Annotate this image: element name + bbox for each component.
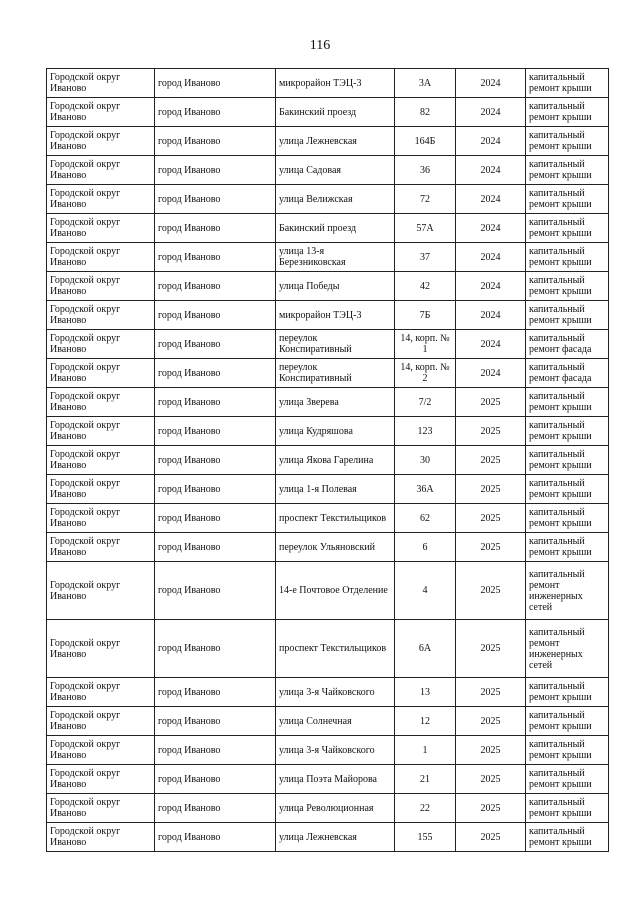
house-cell: 82 xyxy=(395,98,456,127)
table-row xyxy=(47,794,609,823)
street-cell: переулок Конспиративный xyxy=(276,330,395,359)
table-row xyxy=(47,765,609,794)
table-row xyxy=(47,446,609,475)
page-number: 116 xyxy=(309,38,331,53)
house-cell: 12 xyxy=(395,707,456,736)
house-cell: 3А xyxy=(395,69,456,98)
house-cell: 7/2 xyxy=(395,388,456,417)
street-cell: микрорайон ТЭЦ-3 xyxy=(276,69,395,98)
table-row xyxy=(47,98,609,127)
year-cell: 2024 xyxy=(456,98,526,127)
work-type-cell: капитальный ремонт крыши xyxy=(526,156,609,185)
city-cell: город Иваново xyxy=(155,446,276,475)
work-type-cell: капитальный ремонт крыши xyxy=(526,301,609,330)
table-row xyxy=(47,301,609,330)
street-cell: переулок Конспиративный xyxy=(276,359,395,388)
district-cell: Городской округ Иваново xyxy=(47,98,155,127)
table-row xyxy=(47,359,609,388)
year-cell: 2025 xyxy=(456,707,526,736)
year-cell: 2025 xyxy=(456,678,526,707)
year-cell: 2025 xyxy=(456,446,526,475)
table-row xyxy=(47,388,609,417)
district-cell: Городской округ Иваново xyxy=(47,156,155,185)
table-row xyxy=(47,504,609,533)
house-cell: 123 xyxy=(395,417,456,446)
district-cell: Городской округ Иваново xyxy=(47,823,155,852)
district-cell: Городской округ Иваново xyxy=(47,533,155,562)
district-cell: Городской округ Иваново xyxy=(47,69,155,98)
year-cell: 2024 xyxy=(456,185,526,214)
street-cell: улица Победы xyxy=(276,272,395,301)
city-cell: город Иваново xyxy=(155,736,276,765)
table-row xyxy=(47,620,609,678)
work-type-cell: капитальный ремонт крыши xyxy=(526,388,609,417)
district-cell: Городской округ Иваново xyxy=(47,359,155,388)
district-cell: Городской округ Иваново xyxy=(47,620,155,678)
street-cell: Бакинский проезд xyxy=(276,98,395,127)
house-cell: 30 xyxy=(395,446,456,475)
house-cell: 7Б xyxy=(395,301,456,330)
house-cell: 42 xyxy=(395,272,456,301)
work-type-cell: капитальный ремонт крыши xyxy=(526,214,609,243)
street-cell: переулок Ульяновский xyxy=(276,533,395,562)
house-cell: 6А xyxy=(395,620,456,678)
house-cell: 36 xyxy=(395,156,456,185)
district-cell: Городской округ Иваново xyxy=(47,330,155,359)
table-row xyxy=(47,533,609,562)
work-type-cell: капитальный ремонт инженерных сетей xyxy=(526,620,609,678)
house-cell: 72 xyxy=(395,185,456,214)
street-cell: улица Лежневская xyxy=(276,127,395,156)
city-cell: город Иваново xyxy=(155,98,276,127)
work-type-cell: капитальный ремонт крыши xyxy=(526,272,609,301)
house-cell: 62 xyxy=(395,504,456,533)
street-cell: Бакинский проезд xyxy=(276,214,395,243)
year-cell: 2024 xyxy=(456,272,526,301)
street-cell: улица 3-я Чайковского xyxy=(276,678,395,707)
work-type-cell: капитальный ремонт фасада xyxy=(526,330,609,359)
city-cell: город Иваново xyxy=(155,185,276,214)
city-cell: город Иваново xyxy=(155,127,276,156)
table-row xyxy=(47,562,609,620)
work-type-cell: капитальный ремонт крыши xyxy=(526,794,609,823)
work-type-cell: капитальный ремонт крыши xyxy=(526,185,609,214)
house-cell: 155 xyxy=(395,823,456,852)
city-cell: город Иваново xyxy=(155,678,276,707)
table-row xyxy=(47,475,609,504)
district-cell: Городской округ Иваново xyxy=(47,765,155,794)
district-cell: Городской округ Иваново xyxy=(47,214,155,243)
house-cell: 4 xyxy=(395,562,456,620)
year-cell: 2025 xyxy=(456,504,526,533)
city-cell: город Иваново xyxy=(155,214,276,243)
street-cell: улица Поэта Майорова xyxy=(276,765,395,794)
street-cell: улица 1-я Полевая xyxy=(276,475,395,504)
table-row xyxy=(47,127,609,156)
year-cell: 2025 xyxy=(456,765,526,794)
street-cell: улица Якова Гарелина xyxy=(276,446,395,475)
district-cell: Городской округ Иваново xyxy=(47,446,155,475)
district-cell: Городской округ Иваново xyxy=(47,185,155,214)
year-cell: 2025 xyxy=(456,823,526,852)
year-cell: 2024 xyxy=(456,127,526,156)
street-cell: 14-е Почтовое Отделение xyxy=(276,562,395,620)
house-cell: 21 xyxy=(395,765,456,794)
work-type-cell: капитальный ремонт крыши xyxy=(526,533,609,562)
street-cell: улица Лежневская xyxy=(276,823,395,852)
table-row xyxy=(47,707,609,736)
district-cell: Городской округ Иваново xyxy=(47,243,155,272)
house-cell: 1 xyxy=(395,736,456,765)
district-cell: Городской округ Иваново xyxy=(47,127,155,156)
city-cell: город Иваново xyxy=(155,388,276,417)
table-row xyxy=(47,417,609,446)
table-row xyxy=(47,243,609,272)
house-cell: 36А xyxy=(395,475,456,504)
street-cell: проспект Текстильщиков xyxy=(276,504,395,533)
table-row xyxy=(47,330,609,359)
street-cell: улица Солнечная xyxy=(276,707,395,736)
table-row xyxy=(47,69,609,98)
street-cell: микрорайон ТЭЦ-3 xyxy=(276,301,395,330)
work-type-cell: капитальный ремонт крыши xyxy=(526,98,609,127)
work-type-cell: капитальный ремонт крыши xyxy=(526,504,609,533)
year-cell: 2025 xyxy=(456,736,526,765)
house-cell: 57А xyxy=(395,214,456,243)
city-cell: город Иваново xyxy=(155,794,276,823)
street-cell: улица Кудряшова xyxy=(276,417,395,446)
house-cell: 13 xyxy=(395,678,456,707)
table-row xyxy=(47,678,609,707)
work-type-cell: капитальный ремонт крыши xyxy=(526,446,609,475)
work-type-cell: капитальный ремонт крыши xyxy=(526,736,609,765)
table-body xyxy=(47,69,609,852)
work-type-cell: капитальный ремонт крыши xyxy=(526,417,609,446)
city-cell: город Иваново xyxy=(155,417,276,446)
work-type-cell: капитальный ремонт крыши xyxy=(526,765,609,794)
district-cell: Городской округ Иваново xyxy=(47,562,155,620)
year-cell: 2025 xyxy=(456,388,526,417)
street-cell: улица 13-я Березниковская xyxy=(276,243,395,272)
house-cell: 6 xyxy=(395,533,456,562)
district-cell: Городской округ Иваново xyxy=(47,794,155,823)
table-row xyxy=(47,823,609,852)
district-cell: Городской округ Иваново xyxy=(47,504,155,533)
street-cell: улица Садовая xyxy=(276,156,395,185)
year-cell: 2024 xyxy=(456,156,526,185)
work-type-cell: капитальный ремонт крыши xyxy=(526,678,609,707)
year-cell: 2024 xyxy=(456,359,526,388)
city-cell: город Иваново xyxy=(155,562,276,620)
district-cell: Городской округ Иваново xyxy=(47,736,155,765)
year-cell: 2024 xyxy=(456,214,526,243)
street-cell: улица Революционная xyxy=(276,794,395,823)
city-cell: город Иваново xyxy=(155,272,276,301)
year-cell: 2025 xyxy=(456,620,526,678)
city-cell: город Иваново xyxy=(155,243,276,272)
work-type-cell: капитальный ремонт крыши xyxy=(526,69,609,98)
street-cell: проспект Текстильщиков xyxy=(276,620,395,678)
year-cell: 2025 xyxy=(456,417,526,446)
house-cell: 22 xyxy=(395,794,456,823)
city-cell: город Иваново xyxy=(155,533,276,562)
year-cell: 2024 xyxy=(456,301,526,330)
city-cell: город Иваново xyxy=(155,765,276,794)
year-cell: 2024 xyxy=(456,243,526,272)
table-row xyxy=(47,156,609,185)
city-cell: город Иваново xyxy=(155,359,276,388)
table-row xyxy=(47,214,609,243)
district-cell: Городской округ Иваново xyxy=(47,678,155,707)
year-cell: 2024 xyxy=(456,330,526,359)
year-cell: 2025 xyxy=(456,562,526,620)
district-cell: Городской округ Иваново xyxy=(47,707,155,736)
table-row xyxy=(47,185,609,214)
work-type-cell: капитальный ремонт крыши xyxy=(526,243,609,272)
work-type-cell: капитальный ремонт крыши xyxy=(526,475,609,504)
house-cell: 164Б xyxy=(395,127,456,156)
city-cell: город Иваново xyxy=(155,301,276,330)
city-cell: город Иваново xyxy=(155,475,276,504)
work-type-cell: капитальный ремонт крыши xyxy=(526,707,609,736)
house-cell: 37 xyxy=(395,243,456,272)
street-cell: улица Велижская xyxy=(276,185,395,214)
district-cell: Городской округ Иваново xyxy=(47,475,155,504)
house-cell: 14, корп. № 2 xyxy=(395,359,456,388)
year-cell: 2025 xyxy=(456,794,526,823)
district-cell: Городской округ Иваново xyxy=(47,272,155,301)
work-type-cell: капитальный ремонт крыши xyxy=(526,823,609,852)
work-type-cell: капитальный ремонт фасада xyxy=(526,359,609,388)
street-cell: улица Зверева xyxy=(276,388,395,417)
table-row xyxy=(47,272,609,301)
district-cell: Городской округ Иваново xyxy=(47,388,155,417)
city-cell: город Иваново xyxy=(155,156,276,185)
house-cell: 14, корп. № 1 xyxy=(395,330,456,359)
street-cell: улица 3-я Чайковского xyxy=(276,736,395,765)
housing-repair-table xyxy=(46,68,609,852)
table-row xyxy=(47,736,609,765)
city-cell: город Иваново xyxy=(155,707,276,736)
year-cell: 2025 xyxy=(456,475,526,504)
city-cell: город Иваново xyxy=(155,330,276,359)
year-cell: 2024 xyxy=(456,69,526,98)
city-cell: город Иваново xyxy=(155,620,276,678)
city-cell: город Иваново xyxy=(155,823,276,852)
city-cell: город Иваново xyxy=(155,69,276,98)
year-cell: 2025 xyxy=(456,533,526,562)
work-type-cell: капитальный ремонт инженерных сетей xyxy=(526,562,609,620)
district-cell: Городской округ Иваново xyxy=(47,417,155,446)
work-type-cell: капитальный ремонт крыши xyxy=(526,127,609,156)
city-cell: город Иваново xyxy=(155,504,276,533)
district-cell: Городской округ Иваново xyxy=(47,301,155,330)
